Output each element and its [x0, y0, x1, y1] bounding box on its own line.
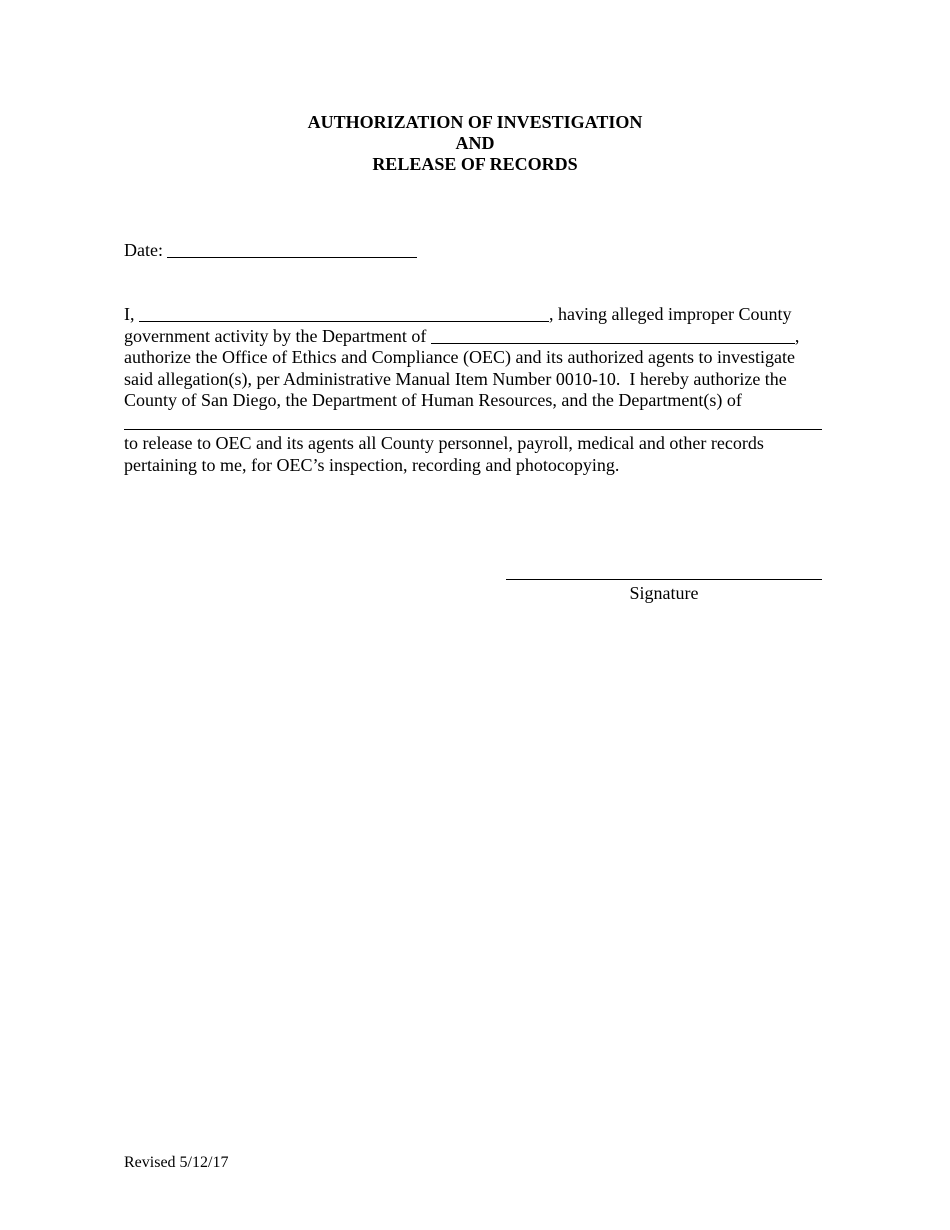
date-blank-field[interactable] — [167, 241, 417, 258]
p1-prefix: I, — [124, 304, 139, 324]
name-blank-field[interactable] — [139, 305, 549, 322]
title-line-3: RELEASE OF RECORDS — [372, 154, 578, 174]
signature-label: Signature — [629, 583, 699, 603]
paragraph-line-3: authorize the Office of Ethics and Compliance (OEC) and its authorized agents to investigate — [124, 347, 795, 367]
paragraph-line-4: said allegation(s), per Administrative Manual Item Number 0010-10. I hereby authorize the — [124, 369, 787, 389]
date-row — [124, 240, 417, 261]
paragraph-line-1 — [124, 304, 791, 325]
paragraph-line-2 — [124, 326, 799, 347]
title-line-2: AND — [455, 133, 495, 153]
document-title — [0, 112, 950, 175]
revision-footer: Revised 5/12/17 — [124, 1154, 229, 1171]
paragraph-line-5: County of San Diego, the Department of Human Resources, and the Department(s) of — [124, 390, 742, 410]
p2-suffix: , — [794, 326, 800, 346]
title-line-1: AUTHORIZATION OF INVESTIGATION — [307, 112, 643, 132]
department-blank-field[interactable] — [431, 327, 795, 344]
paragraph-line-7: pertaining to me, for OEC’s inspection, recording and photocopying. — [124, 455, 620, 475]
departments-blank-field[interactable] — [124, 429, 822, 430]
signature-blank-field[interactable] — [506, 579, 822, 580]
paragraph-line-6: to release to OEC and its agents all County personnel, payroll, medical and other records — [124, 433, 764, 453]
p1-suffix: , having alleged improper County — [549, 304, 792, 324]
date-label: Date: — [124, 240, 168, 260]
p2-prefix: government activity by the Department of — [124, 326, 431, 346]
